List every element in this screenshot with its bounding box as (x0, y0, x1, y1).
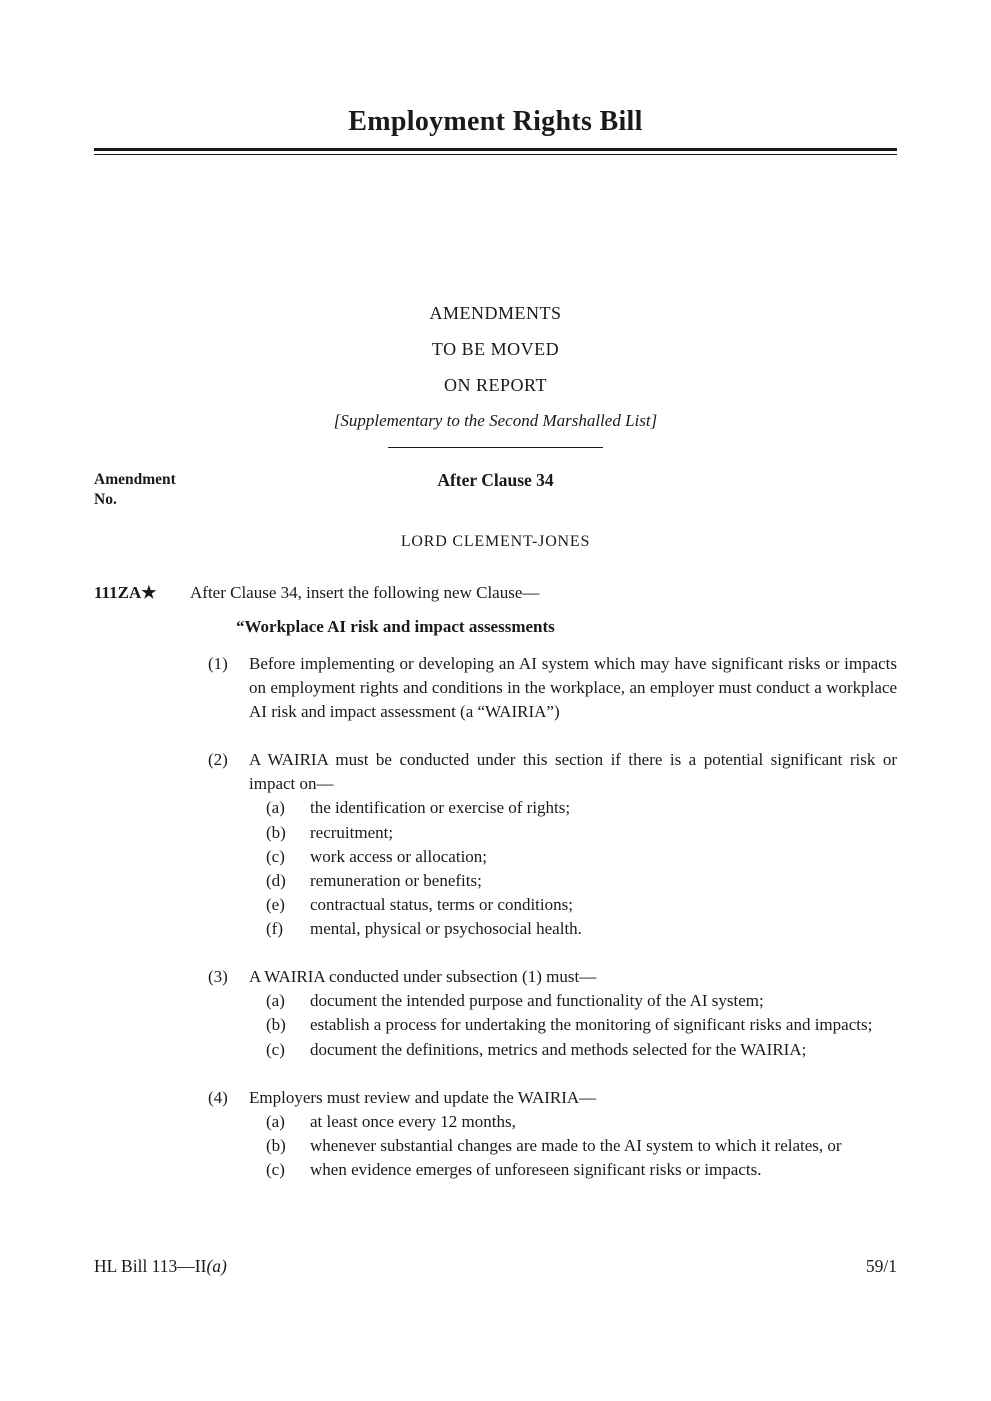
amendments-heading-block (94, 303, 897, 431)
item-text: document the intended purpose and functionality of the AI system; (310, 991, 764, 1011)
subsection-body (249, 748, 897, 941)
footer-bill-prefix: HL Bill 113—II (94, 1256, 207, 1276)
new-clause (190, 615, 897, 1183)
list-item (249, 845, 897, 869)
footer-page-number: 59/1 (865, 1256, 897, 1276)
item-label: (a) (266, 1111, 285, 1131)
page-footer (94, 1256, 897, 1277)
item-text: establish a process for undertaking the monitoring of significant risks and impacts; (310, 1015, 873, 1035)
separator-rule (388, 447, 603, 448)
subsection-number: (4) (208, 1087, 228, 1107)
item-text: work access or allocation; (310, 846, 488, 866)
list-item (249, 1110, 897, 1134)
footer-bill-suffix: (a) (206, 1256, 227, 1276)
subsection-2 (190, 748, 897, 941)
section-row (94, 469, 897, 508)
list-item (249, 989, 897, 1013)
subsection-text: A WAIRIA must be conducted under this section if there is a potential significant risk or impact on— (249, 750, 897, 794)
list-item (249, 893, 897, 917)
item-text: document the definitions, metrics and methods selected for the WAIRIA; (310, 1039, 807, 1059)
subsection-body (249, 652, 897, 724)
subsection-body (249, 965, 897, 1062)
subsection-text: A WAIRIA conducted under subsection (1) must— (249, 967, 597, 987)
item-label: (c) (266, 846, 285, 866)
list-item (249, 1038, 897, 1062)
subsection-number: (1) (208, 653, 228, 673)
item-label: (f) (266, 919, 283, 938)
rule-thick (94, 148, 897, 151)
supplementary-note: [Supplementary to the Second Marshalled List] (333, 410, 658, 430)
item-label: (b) (266, 1015, 286, 1035)
item-text: recruitment; (310, 822, 394, 842)
item-text: at least once every 12 months, (310, 1111, 516, 1131)
subsection-4 (190, 1086, 897, 1183)
mover-name: LORD CLEMENT-JONES (400, 532, 591, 550)
clause-title: “Workplace AI risk and impact assessments (236, 616, 555, 636)
subsection-3 (190, 965, 897, 1062)
heading-line-to-be-moved: TO BE MOVED (431, 338, 560, 359)
heading-line-on-report: ON REPORT (444, 374, 547, 395)
item-label: (b) (266, 822, 286, 842)
item-label: (a) (266, 991, 285, 1011)
list-item (249, 917, 897, 941)
amendment-no-label-line1: Amendment (94, 470, 176, 488)
amendment-no-label (94, 470, 176, 510)
amendment-number (94, 581, 190, 605)
amendment-intro: After Clause 34, insert the following new Clause— (190, 582, 540, 602)
amendment-no-label-line2: No. (94, 490, 117, 508)
item-label: (d) (266, 870, 286, 890)
subsection-number: (2) (208, 750, 228, 770)
subsection-1 (190, 652, 897, 724)
item-text: when evidence emerges of unforeseen significant risks or impacts. (310, 1160, 762, 1179)
footer-bill-reference (94, 1256, 227, 1277)
item-text: remuneration or benefits; (310, 870, 482, 890)
item-text: whenever substantial changes are made to the AI system to which it relates, or (310, 1135, 842, 1155)
list-item (249, 1158, 897, 1182)
heading-line-amendments: AMENDMENTS (429, 302, 562, 323)
list-item (249, 1134, 897, 1158)
title-double-rule (94, 148, 897, 155)
subsection-number: (3) (208, 967, 228, 987)
item-label: (c) (266, 1039, 285, 1059)
subsection-text: Before implementing or developing an AI system which may have significant risks or impacts on employment rights and conditions in the workplace, an employer must conduct a workplace AI risk and impact assessment (a “WAIRIA”) (249, 653, 897, 721)
subsection-body (249, 1086, 897, 1183)
amendment-row (94, 581, 897, 605)
star-icon: ★ (141, 582, 157, 602)
item-text: mental, physical or psychosocial health. (310, 919, 582, 938)
document-title: Employment Rights Bill (348, 106, 643, 137)
item-label: (b) (266, 1135, 286, 1155)
item-label: (e) (266, 894, 285, 914)
subsection-text: Employers must review and update the WAIRIA— (249, 1087, 597, 1107)
item-text: contractual status, terms or conditions; (310, 894, 573, 914)
list-item (249, 1013, 897, 1037)
list-item (249, 796, 897, 820)
item-label: (c) (266, 1160, 285, 1179)
section-heading: After Clause 34 (437, 469, 554, 490)
list-item (249, 869, 897, 893)
item-label: (a) (266, 798, 285, 818)
list-item (249, 821, 897, 845)
item-text: the identification or exercise of rights; (310, 798, 571, 818)
rule-thin (94, 154, 897, 155)
amendment-number-text: 111ZA (94, 582, 142, 602)
